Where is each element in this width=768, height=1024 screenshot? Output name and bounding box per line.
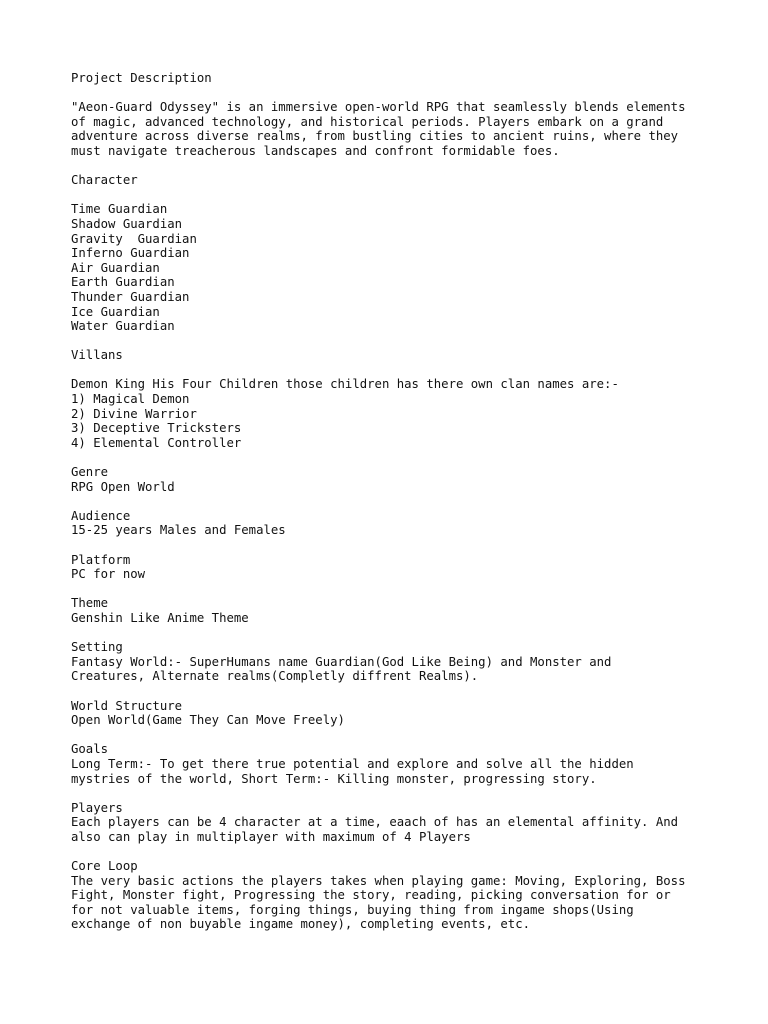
character-item: Air Guardian (71, 260, 160, 275)
description-line: adventure across diverse realms, from bustling cities to ancient ruins, where they (71, 129, 679, 144)
character-item: Earth Guardian (71, 275, 175, 290)
players-line: also can play in multiplayer with maximum of 4 Players (71, 829, 471, 844)
villains-heading: Villans (71, 348, 123, 363)
project-description-heading: Project Description (71, 71, 212, 85)
description-line: of magic, advanced technology, and historical periods. Players embark on a grand (71, 114, 664, 129)
character-item: Water Guardian (71, 319, 175, 334)
platform-value: PC for now (71, 567, 146, 582)
document-page (71, 71, 711, 932)
description-line: "Aeon-Guard Odyssey" is an immersive open-world RPG that seamlessly blends elements (71, 100, 686, 115)
theme-value: Genshin Like Anime Theme (71, 610, 249, 625)
setting-line: Fantasy World:- SuperHumans name Guardian(God Like Being) and Monster and (71, 654, 612, 669)
villain-item: 1) Magical Demon (71, 392, 190, 407)
description-line: must navigate treacherous landscapes and confront formidable foes. (71, 143, 560, 158)
project-description-paragraph (71, 100, 711, 158)
players-heading: Players (71, 800, 123, 815)
goals-line: Long Term:- To get there true potential and explore and solve all the hidden (71, 756, 634, 771)
character-heading: Character (71, 173, 138, 188)
character-item: Inferno Guardian (71, 246, 190, 261)
character-item: Ice Guardian (71, 304, 160, 319)
core-loop-line: exchange of non buyable ingame money), completing events, etc. (71, 917, 531, 932)
genre-value: RPG Open World (71, 479, 175, 494)
villains-list (71, 392, 711, 450)
genre-heading: Genre (71, 465, 109, 480)
character-item: Shadow Guardian (71, 216, 183, 231)
character-item: Thunder Guardian (71, 289, 190, 304)
goals-line: mystries of the world, Short Term:- Killing monster, progressing story. (71, 771, 597, 786)
villains-intro: Demon King His Four Children those children has there own clan names are:- (71, 377, 619, 392)
villain-item: 2) Divine Warrior (71, 406, 197, 421)
core-loop-line: for not valuable items, forging things, buying thing from ingame shops(Using (71, 902, 634, 917)
world-structure-heading: World Structure (71, 698, 183, 713)
goals-heading: Goals (71, 742, 109, 757)
villain-item: 3) Deceptive Tricksters (71, 421, 242, 436)
character-list (71, 202, 711, 333)
core-loop-line: Fight, Monster fight, Progressing the story, reading, picking conversation for or (71, 888, 671, 903)
core-loop-line: The very basic actions the players takes when playing game: Moving, Exploring, Boss (71, 873, 686, 888)
villain-item: 4) Elemental Controller (71, 435, 242, 450)
platform-heading: Platform (71, 552, 131, 567)
setting-line: Creatures, Alternate realms(Completly diffrent Realms). (71, 669, 479, 684)
players-line: Each players can be 4 character at a time, eaach of has an elemental affinity. And (71, 815, 679, 830)
audience-heading: Audience (71, 508, 131, 523)
setting-heading: Setting (71, 640, 123, 655)
audience-value: 15-25 years Males and Females (71, 523, 286, 538)
character-item: Gravity Guardian (71, 231, 197, 246)
world-structure-value: Open World(Game They Can Move Freely) (71, 713, 345, 728)
character-item: Time Guardian (71, 202, 168, 217)
theme-heading: Theme (71, 596, 109, 611)
core-loop-heading: Core Loop (71, 859, 138, 874)
